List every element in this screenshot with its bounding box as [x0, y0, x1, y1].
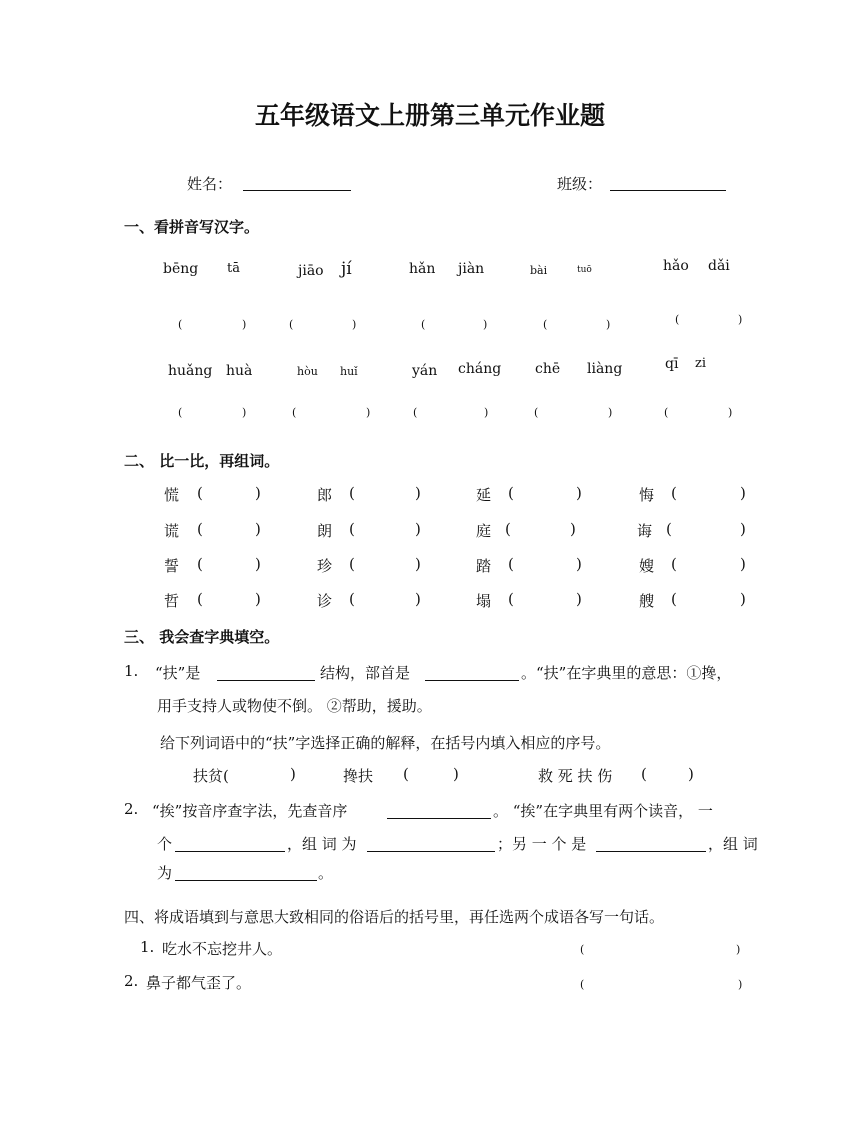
compare-char: 朗 — [317, 522, 333, 540]
question2-text-d: ，组 词 为 — [287, 835, 357, 853]
paren-close: ) — [255, 555, 261, 573]
compare-char: 悔 — [639, 486, 655, 504]
pinyin: chē — [535, 361, 561, 377]
paren-close: ) — [415, 555, 421, 573]
paren-open: ( — [671, 484, 677, 502]
paren-open: ( — [641, 765, 647, 783]
paren-close: ) — [576, 555, 582, 573]
pinyin: hǎn — [409, 261, 436, 277]
paren-open: ( — [675, 313, 680, 326]
paren-open: ( — [349, 590, 355, 608]
compare-char: 诊 — [317, 592, 333, 610]
section4-heading: 四、将成语填到与意思大致相同的俗语后的括号里，再任选两个成语各写一句话。 — [124, 908, 665, 926]
question1-line2: 用手支持人或物使不倒。 ②帮助，援助。 — [157, 697, 432, 715]
paren-close: ) — [740, 590, 746, 608]
compare-char: 誓 — [164, 557, 180, 575]
answer-line[interactable] — [175, 880, 317, 881]
paren-open: ( — [671, 555, 677, 573]
paren-open: ( — [292, 406, 297, 419]
paren-close: ) — [255, 590, 261, 608]
paren-close: ) — [738, 978, 743, 991]
paren-open: ( — [580, 943, 585, 956]
paren-open: ( — [197, 555, 203, 573]
paren-close: ) — [576, 590, 582, 608]
question2-text-h: 。 — [318, 864, 334, 882]
pinyin: jiāo — [298, 263, 324, 279]
compare-char: 慌 — [164, 486, 180, 504]
paren-open: ( — [178, 406, 183, 419]
paren-close: ) — [740, 520, 746, 538]
section3-heading: 三、 我会查字典填空。 — [124, 628, 280, 646]
name-label: 姓名： — [187, 175, 233, 193]
paren-open: ( — [197, 520, 203, 538]
question-number: 2. — [124, 972, 139, 990]
paren-open: ( — [664, 406, 669, 419]
proverb-text: 鼻子都气歪了。 — [146, 974, 252, 992]
paren-close: ) — [570, 520, 576, 538]
paren-open: ( — [534, 406, 539, 419]
name-line[interactable] — [243, 190, 351, 191]
word-item: 扶贫( — [193, 767, 229, 785]
pinyin: hòu — [297, 365, 318, 378]
paren-close: ) — [352, 318, 357, 331]
paren-open: ( — [178, 318, 183, 331]
class-line[interactable] — [610, 190, 726, 191]
class-label: 班级： — [557, 175, 603, 193]
paren-close: ) — [242, 406, 247, 419]
compare-char: 哲 — [164, 592, 180, 610]
paren-close: ) — [606, 318, 611, 331]
paren-open: ( — [349, 520, 355, 538]
section1-heading: 一、看拼音写汉字。 — [124, 218, 260, 236]
paren-open: ( — [508, 555, 514, 573]
pinyin: tuō — [577, 265, 592, 275]
compare-char: 艘 — [639, 592, 655, 610]
pinyin: huà — [226, 363, 253, 379]
paren-open: ( — [543, 318, 548, 331]
answer-line[interactable] — [425, 680, 519, 681]
paren-close: ) — [576, 484, 582, 502]
question-number: 2. — [124, 800, 139, 818]
compare-char: 嫂 — [639, 557, 655, 575]
answer-line[interactable] — [387, 818, 491, 819]
paren-open: ( — [413, 406, 418, 419]
compare-char: 塌 — [476, 592, 492, 610]
pinyin: bài — [530, 264, 548, 277]
paren-close: ) — [608, 406, 613, 419]
paren-open: ( — [508, 484, 514, 502]
pinyin: qī — [665, 356, 679, 372]
section2-heading: 二、 比一比，再组词。 — [124, 452, 280, 470]
pinyin: jiàn — [458, 261, 485, 277]
paren-close: ) — [688, 765, 694, 783]
pinyin: bēng — [163, 261, 199, 277]
compare-char: 庭 — [476, 522, 492, 540]
paren-close: ) — [290, 765, 296, 783]
paren-open: ( — [421, 318, 426, 331]
paren-close: ) — [484, 406, 489, 419]
question2-text-f: ，组 词 — [708, 835, 758, 853]
question1-text-a: “扶”是 — [155, 664, 201, 682]
paren-close: ) — [255, 520, 261, 538]
question-number: 1. — [124, 662, 139, 680]
paren-close: ) — [738, 313, 743, 326]
paren-open: ( — [197, 590, 203, 608]
compare-char: 踏 — [476, 557, 492, 575]
paren-close: ) — [366, 406, 371, 419]
paren-open: ( — [349, 484, 355, 502]
paren-close: ) — [255, 484, 261, 502]
paren-open: ( — [666, 520, 672, 538]
paren-open: ( — [403, 765, 409, 783]
proverb-text: 吃水不忘挖井人。 — [162, 940, 283, 958]
paren-open: ( — [197, 484, 203, 502]
compare-char: 延 — [476, 486, 492, 504]
question2-text-g: 为 — [157, 864, 173, 882]
compare-char: 郎 — [317, 486, 333, 504]
question2-text-c: 个 — [157, 835, 173, 853]
page-title: 五年级语文上册第三单元作业题 — [254, 101, 605, 130]
pinyin: hǎo — [663, 258, 689, 274]
compare-char: 诲 — [637, 522, 653, 540]
pinyin: liàng — [587, 361, 623, 377]
question-number: 1. — [140, 938, 155, 956]
pinyin: huǐ — [340, 365, 358, 378]
word-item: 搀扶 — [343, 767, 374, 785]
question2-text-a: “挨”按音序查字法，先查音序 — [152, 802, 348, 820]
question1-text-b: 结构，部首是 — [320, 664, 411, 682]
paren-close: ) — [415, 590, 421, 608]
pinyin: cháng — [458, 361, 502, 377]
question2-text-e: ；另 一 个 是 — [497, 835, 587, 853]
word-item: 救 死 扶 伤 — [538, 767, 613, 785]
paren-close: ) — [740, 555, 746, 573]
paren-open: ( — [580, 978, 585, 991]
answer-line[interactable] — [217, 680, 315, 681]
paren-open: ( — [671, 590, 677, 608]
pinyin: dǎi — [708, 258, 730, 274]
answer-line[interactable] — [367, 851, 495, 852]
compare-char: 珍 — [317, 557, 333, 575]
paren-open: ( — [289, 318, 294, 331]
pinyin: huǎng — [168, 363, 213, 379]
paren-close: ) — [415, 484, 421, 502]
question2-text-b: 。 “挨”在字典里有两个读音， 一 — [493, 802, 713, 820]
paren-close: ) — [736, 943, 741, 956]
answer-line[interactable] — [596, 851, 706, 852]
question1-text-c: 。“扶”在字典里的意思：①搀， — [521, 664, 732, 682]
pinyin: yán — [412, 363, 438, 379]
question1-line3: 给下列词语中的“扶”字选择正确的解释，在括号内填入相应的序号。 — [160, 734, 611, 752]
paren-close: ) — [242, 318, 247, 331]
paren-close: ) — [728, 406, 733, 419]
paren-close: ) — [415, 520, 421, 538]
pinyin: zi — [695, 356, 707, 371]
paren-close: ) — [740, 484, 746, 502]
pinyin: jí — [341, 259, 352, 279]
paren-open: ( — [505, 520, 511, 538]
paren-close: ) — [453, 765, 459, 783]
paren-open: ( — [349, 555, 355, 573]
pinyin: tā — [227, 261, 240, 276]
compare-char: 谎 — [164, 522, 180, 540]
paren-open: ( — [508, 590, 514, 608]
paren-close: ) — [483, 318, 488, 331]
answer-line[interactable] — [175, 851, 285, 852]
